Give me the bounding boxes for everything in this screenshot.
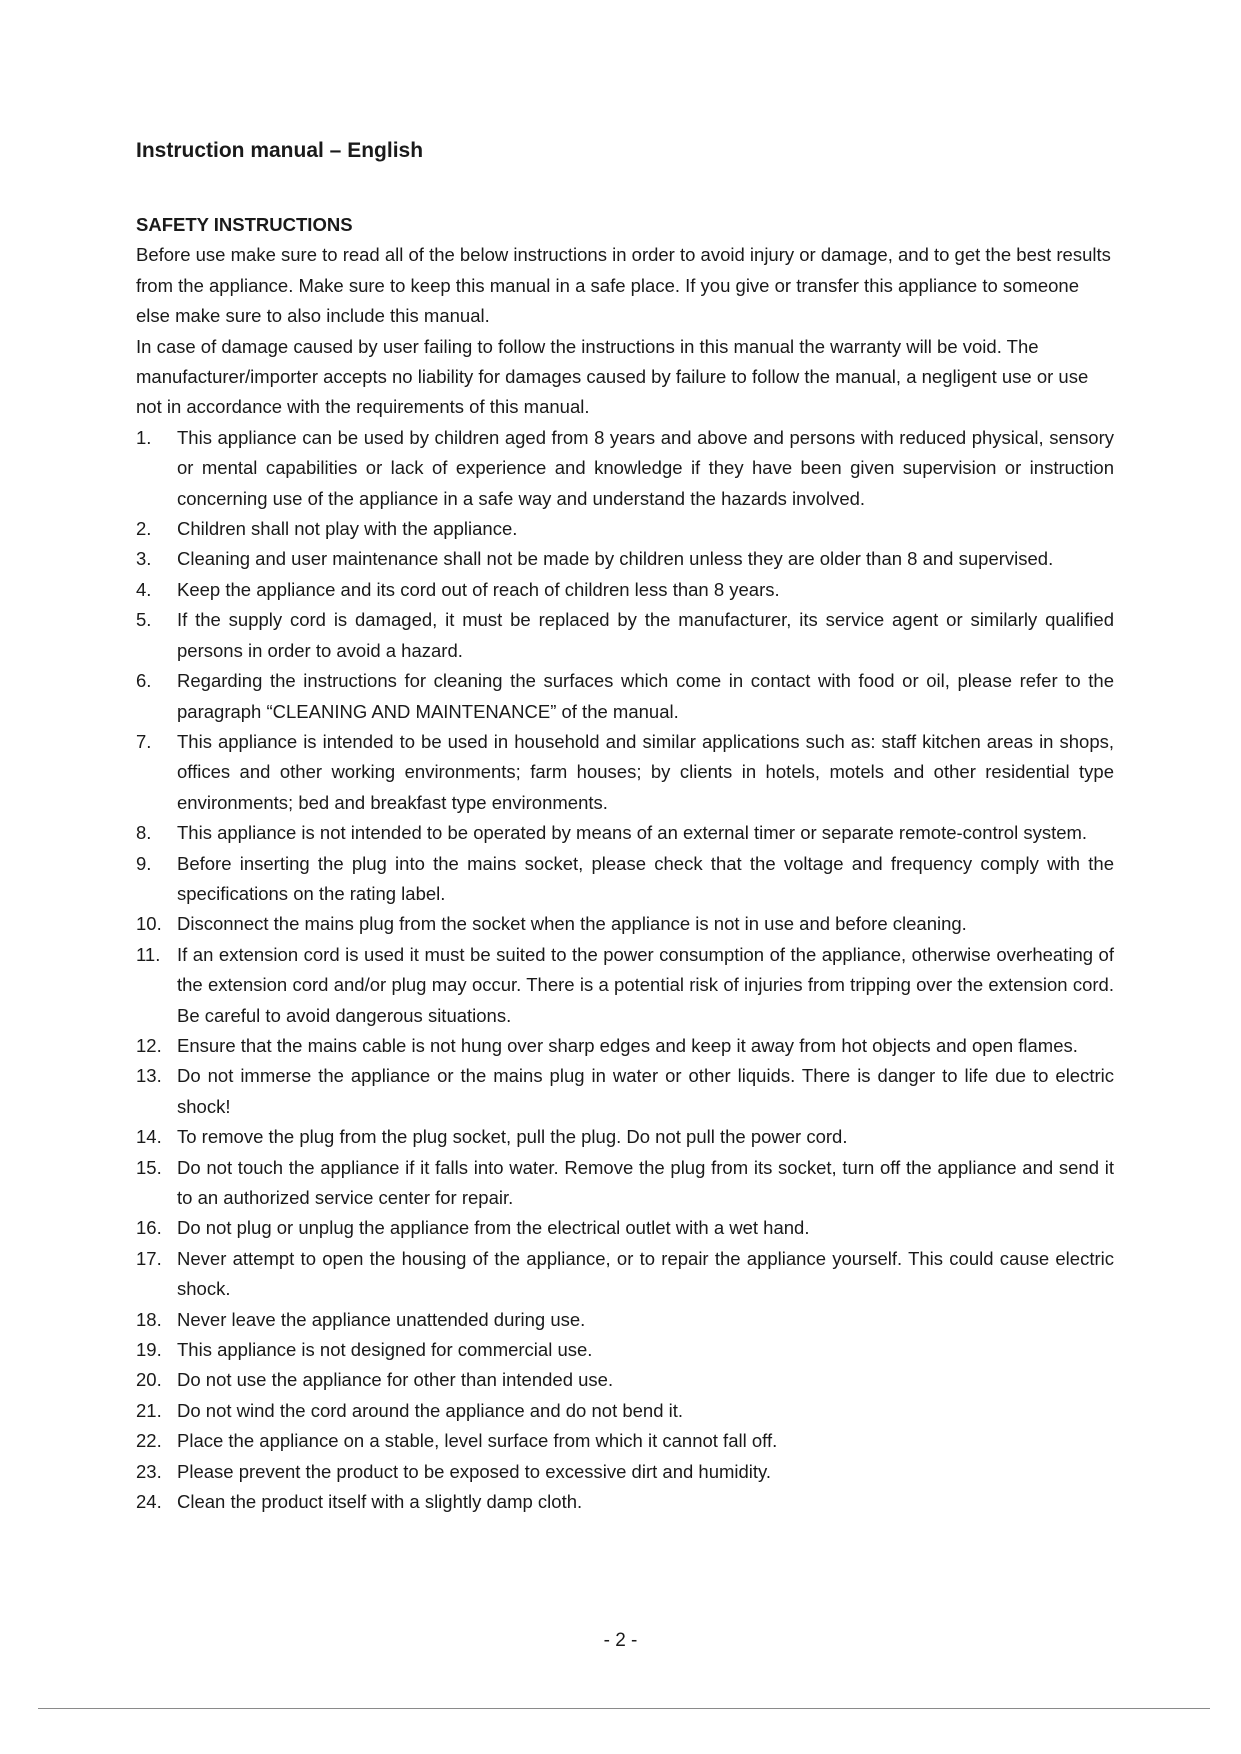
item-number: 24.: [136, 1491, 162, 1513]
item-text: Never attempt to open the housing of the appliance, or to repair the appliance yourself. This could cause electric shock.: [177, 1247, 1114, 1300]
list-item: [136, 423, 1114, 514]
list-item: [136, 1244, 1114, 1305]
list-item: [136, 1305, 1114, 1335]
item-number: 4.: [136, 578, 152, 600]
item-text: Place the appliance on a stable, level surface from which it cannot fall off.: [177, 1430, 778, 1452]
item-text: This appliance is not designed for commercial use.: [177, 1339, 593, 1361]
item-number: 3.: [136, 548, 152, 570]
page-number: - 2 -: [603, 1630, 638, 1651]
item-text: Keep the appliance and its cord out of reach of children less than 8 years.: [177, 578, 780, 600]
item-text: Before inserting the plug into the mains socket, please check that the voltage and frequency comply with the specifications on the rating label.: [177, 852, 1114, 904]
item-text: Children shall not play with the appliance.: [177, 518, 518, 540]
intro-paragraph: Before use make sure to read all of the below instructions in order to avoid injury or damage, and to get the best results from the appliance. Make sure to keep this manual in a safe place. If you give or transfer this appliance to someone else make sure to also include this manual.: [136, 244, 1111, 327]
item-text: Do not plug or unplug the appliance from the electrical outlet with a wet hand.: [177, 1217, 810, 1239]
item-text: Cleaning and user maintenance shall not be made by children unless they are older than 8 and supervised.: [177, 548, 1054, 570]
item-text: This appliance is not intended to be operated by means of an external timer or separate remote-control system.: [177, 822, 1088, 844]
item-text: Do not immerse the appliance or the mains plug in water or other liquids. There is danger to life due to electric shock!: [177, 1065, 1114, 1117]
list-item: [136, 1061, 1114, 1122]
footer-divider: [38, 1708, 1210, 1709]
item-number: 15.: [136, 1156, 162, 1178]
item-number: 2.: [136, 518, 152, 540]
list-item: [136, 1487, 1114, 1517]
item-text: This appliance can be used by children aged from 8 years and above and persons with reduced physical, sensory or mental capabilities or lack of experience and knowledge if they have been given supervision or instruction concerning use of the appliance in a safe way and understand the hazards involved.: [177, 426, 1114, 509]
list-item: [136, 1457, 1114, 1487]
item-text: Never leave the appliance unattended during use.: [177, 1308, 586, 1330]
list-item: [136, 605, 1114, 666]
item-number: 10.: [136, 913, 162, 935]
item-text: Regarding the instructions for cleaning the surfaces which come in contact with food or oil, please refer to the paragraph “CLEANING AND MAINTENANCE” of the manual.: [177, 670, 1114, 722]
item-number: 13.: [136, 1065, 162, 1087]
item-text: Please prevent the product to be exposed to excessive dirt and humidity.: [177, 1460, 772, 1482]
item-number: 1.: [136, 426, 152, 448]
list-item: [136, 1396, 1114, 1426]
list-item: [136, 940, 1114, 1031]
list-item: [136, 1031, 1114, 1061]
item-text: Disconnect the mains plug from the socket when the appliance is not in use and before cleaning.: [177, 913, 967, 935]
item-number: 14.: [136, 1126, 162, 1148]
safety-instruction-list: [136, 423, 1114, 1518]
list-item: [136, 909, 1114, 939]
item-number: 19.: [136, 1339, 162, 1361]
list-item: [136, 1122, 1114, 1152]
item-number: 8.: [136, 822, 152, 844]
item-text: Ensure that the mains cable is not hung over sharp edges and keep it away from hot objects and open flames.: [177, 1034, 1078, 1056]
list-item: [136, 1153, 1114, 1214]
item-text: This appliance is intended to be used in household and similar applications such as: staff kitchen areas in shops, offices and other working environments; farm houses; by clients in hotels, motels and other residential type environments; bed and breakfast type environments.: [177, 730, 1114, 813]
item-number: 20.: [136, 1369, 162, 1391]
item-number: 18.: [136, 1308, 162, 1330]
item-number: 17.: [136, 1247, 162, 1269]
item-number: 16.: [136, 1217, 162, 1239]
item-text: Do not wind the cord around the appliance and do not bend it.: [177, 1399, 684, 1421]
item-text: Do not use the appliance for other than intended use.: [177, 1369, 614, 1391]
item-number: 21.: [136, 1399, 162, 1421]
item-text: If the supply cord is damaged, it must be replaced by the manufacturer, its service agent or similarly qualified persons in order to avoid a hazard.: [177, 609, 1114, 661]
list-item: [136, 544, 1114, 574]
document-body: [136, 210, 1114, 1517]
section-heading: SAFETY INSTRUCTIONS: [136, 214, 353, 235]
item-text: Do not touch the appliance if it falls into water. Remove the plug from its socket, turn off the appliance and send it to an authorized service center for repair.: [177, 1156, 1114, 1208]
list-item: [136, 1335, 1114, 1365]
item-text: To remove the plug from the plug socket, pull the plug. Do not pull the power cord.: [177, 1126, 848, 1148]
item-number: 23.: [136, 1460, 162, 1482]
list-item: [136, 666, 1114, 727]
item-number: 11.: [136, 943, 161, 965]
list-item: [136, 1213, 1114, 1243]
list-item: [136, 1365, 1114, 1395]
list-item: [136, 575, 1114, 605]
item-number: 12.: [136, 1034, 162, 1056]
document-title: Instruction manual – English: [136, 139, 424, 162]
item-number: 5.: [136, 609, 152, 631]
item-number: 9.: [136, 852, 152, 874]
item-text: Clean the product itself with a slightly damp cloth.: [177, 1491, 583, 1513]
list-item: [136, 1426, 1114, 1456]
item-number: 22.: [136, 1430, 162, 1452]
item-number: 7.: [136, 730, 152, 752]
item-text: If an extension cord is used it must be suited to the power consumption of the appliance, otherwise overheating of the extension cord and/or plug may occur. There is a potential risk of injuries from tripping over the extension cord. Be careful to avoid dangerous situations.: [177, 943, 1114, 1026]
list-item: [136, 727, 1114, 818]
item-number: 6.: [136, 670, 152, 692]
list-item: [136, 849, 1114, 910]
list-item: [136, 818, 1114, 848]
list-item: [136, 514, 1114, 544]
warranty-paragraph: In case of damage caused by user failing to follow the instructions in this manual the warranty will be void. The manufacturer/importer accepts no liability for damages caused by failure to follow the manual, a negligent use or use not in accordance with the requirements of this manual.: [136, 335, 1089, 418]
